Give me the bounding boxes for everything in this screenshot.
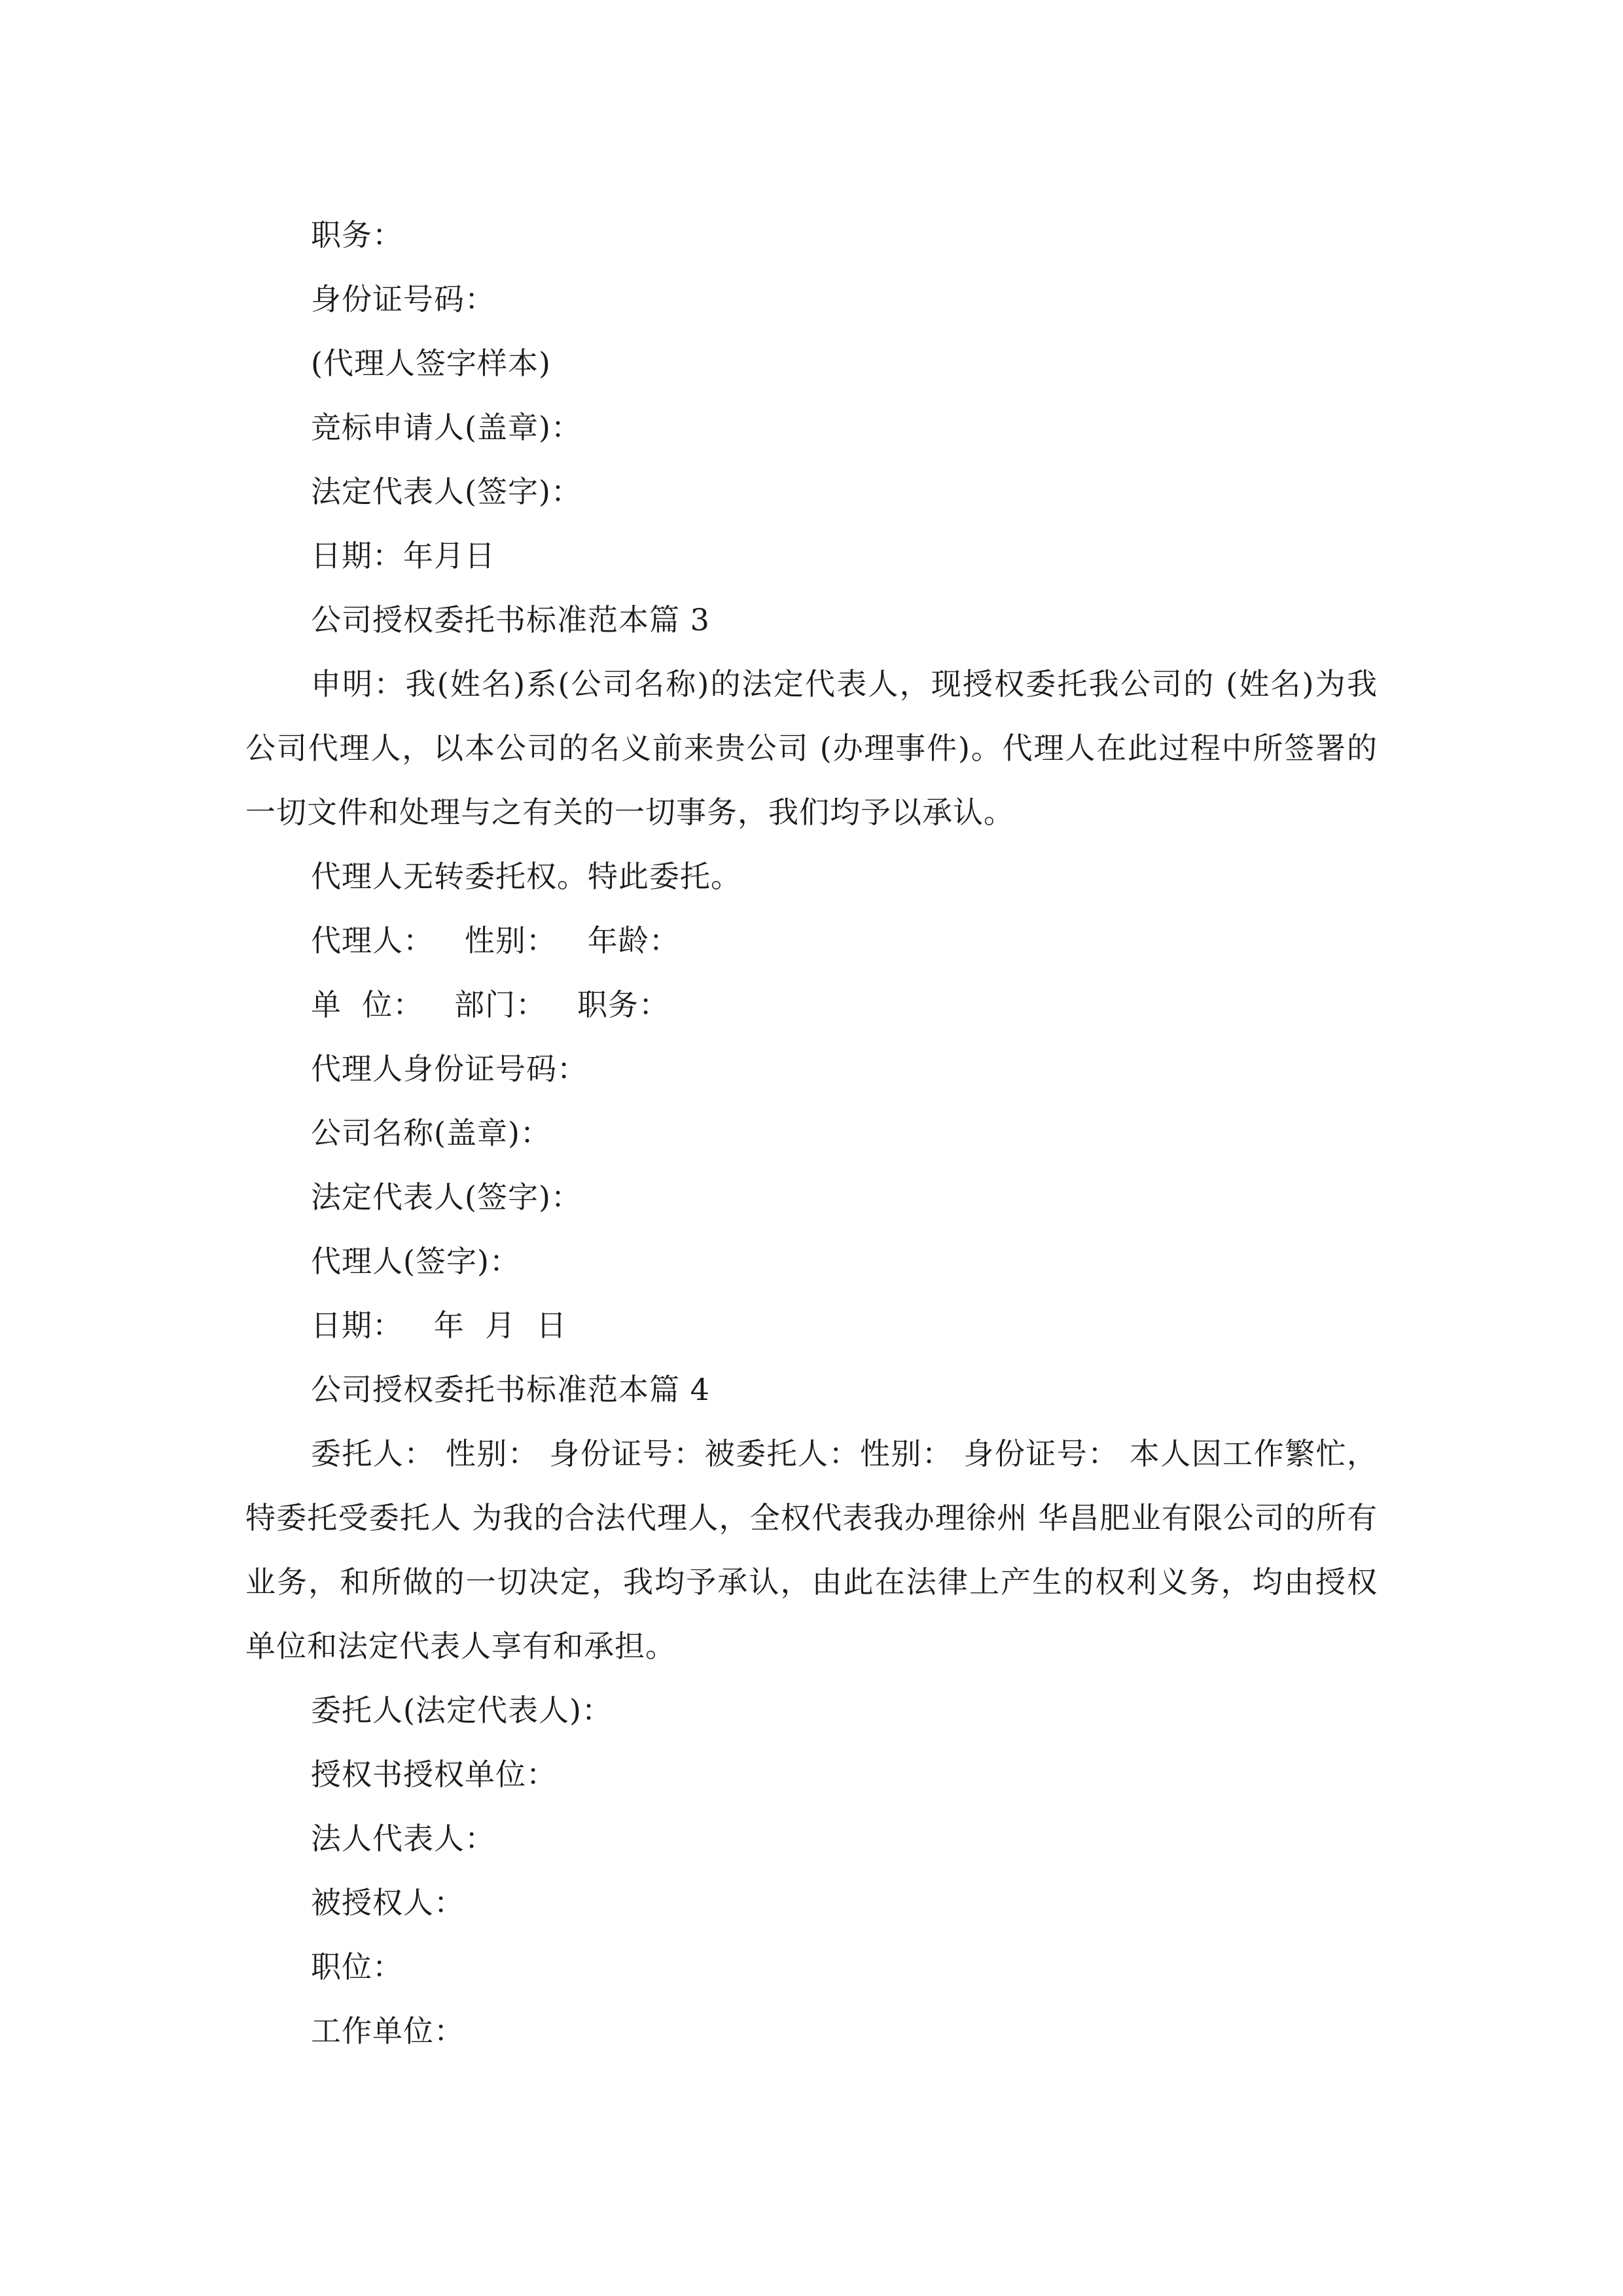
- text-line: 代理人无转委托权。特此委托。: [311, 859, 741, 894]
- text-line: 职位：: [311, 1949, 403, 1984]
- text-line: 工作单位：: [311, 2013, 465, 2049]
- text-line: 职务：: [311, 217, 403, 253]
- section-heading: 公司授权委托书标准范本篇 3: [311, 602, 710, 637]
- declaration-paragraph: 申明：我(姓名)系(公司名称)的法定代表人，现授权委托我公司的 (姓名)为我公司代理人，以本公司的名义前来贵公司 (办理事件)。代理人在此过程中所签署的一切文件和处理与之有关的一切事务，我们均予以承认。: [245, 666, 1378, 830]
- text-line: 竞标申请人(盖章)：: [311, 410, 582, 445]
- text-line: 日期：年月日: [311, 538, 495, 573]
- text-line: 代理人身份证号码：: [311, 1051, 588, 1086]
- text-line: 日期： 年 月 日: [311, 1308, 567, 1343]
- text-line: 授权书授权单位：: [311, 1757, 557, 1792]
- document-body: [245, 203, 1378, 2063]
- text-line: 身份证号码：: [311, 281, 495, 317]
- text-line: 法人代表人：: [311, 1821, 495, 1856]
- entrustment-paragraph: 委托人： 性别： 身份证号：被委托人：性别： 身份证号： 本人因工作繁忙，特委托受委托人 为我的合法代理人，全权代表我办理徐州 华昌肥业有限公司的所有业务，和所做的一切决定，我均予承认，由此在法律上产生的权利义务，均由授权单位和法定代表人享有和承担。: [245, 1436, 1378, 1664]
- text-line: 代理人： 性别： 年龄：: [311, 923, 680, 958]
- text-line: 被授权人：: [311, 1885, 465, 1920]
- section-heading: 公司授权委托书标准范本篇 4: [311, 1372, 710, 1407]
- text-line: (代理人签字样本): [311, 346, 551, 381]
- text-line: 法定代表人(签字)：: [311, 1179, 582, 1215]
- text-line: 单 位： 部门： 职务：: [311, 987, 669, 1022]
- text-line: 法定代表人(签字)：: [311, 474, 582, 509]
- text-line: 代理人(签字)：: [311, 1244, 520, 1279]
- text-line: 公司名称(盖章)：: [311, 1115, 551, 1151]
- text-line: 委托人(法定代表人)：: [311, 1693, 613, 1728]
